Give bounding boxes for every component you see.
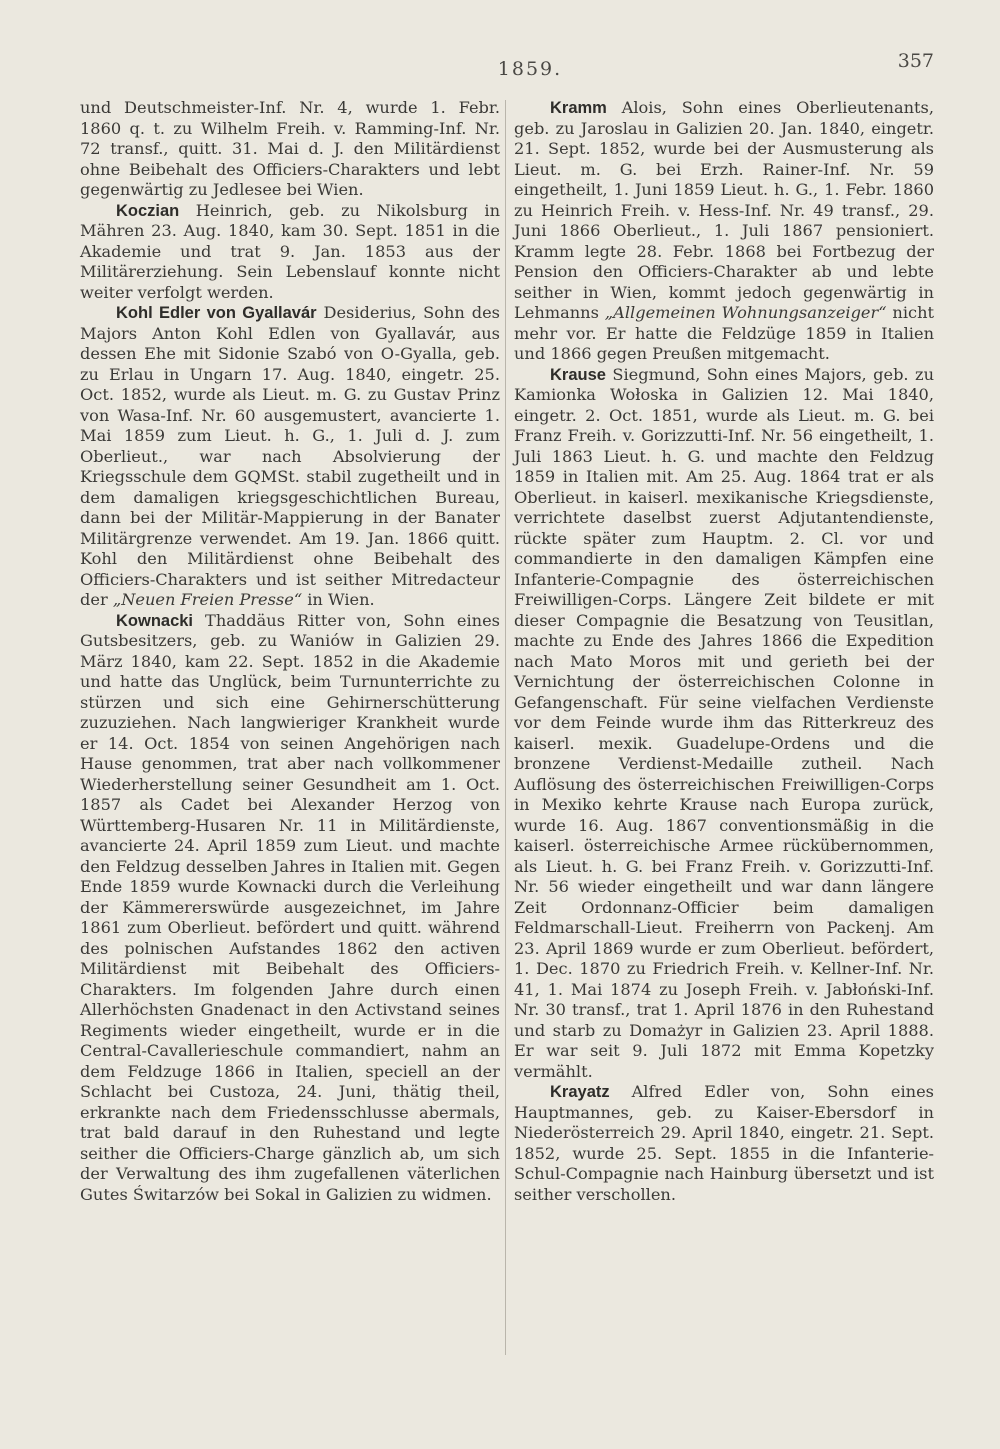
entry-text: Alfred Edler von, Sohn eines Hauptmannes, geb. zu Kaiser-Ebersdorf in Niederösterreich 29. April 1840, eingetr. 21. Sept. 1852, wurde 25. Sept. 1855 in die Infanterie-Schul-Compagnie nach Hainburg übersetzt und ist seither verschollen. [514, 1082, 934, 1204]
entry-name: Kramm [550, 99, 607, 117]
entry-paragraph [514, 98, 934, 365]
left-column [80, 98, 500, 1205]
entry-text: in Wien. [302, 590, 375, 609]
entry-paragraph [514, 365, 934, 1083]
page-year-header: 1859. [497, 58, 563, 80]
entry-text: Heinrich, geb. zu Nikolsburg in Mähren 23. Aug. 1840, kam 30. Sept. 1851 in die Akademie und trat 9. Jan. 1853 aus der Militärerziehung. Sein Lebenslauf konnte nicht weiter verfolgt werden. [80, 200, 500, 302]
entry-paragraph [80, 303, 500, 611]
entry-name: Krayatz [550, 1083, 610, 1101]
entry-name: Kohl Edler von Gyallavár [116, 304, 317, 322]
entry-text: Thaddäus Ritter von, Sohn eines Gutsbesitzers, geb. zu Waniów in Galizien 29. März 1840, kam 22. Sept. 1852 in die Akademie und hatte das Unglück, beim Turnunterrichte zu stürzen und sich eine Gehirnerschütterung zuzuziehen. Nach langwieriger Krankheit wurde er 14. Oct. 1854 von seinen Angehörigen nach Hause genommen, trat aber nach vollkommener Wiederherstellung seiner Gesundheit am 1. Oct. 1857 als Cadet bei Alexander Herzog von Württemberg-Husaren Nr. 11 in Militärdienste, avancierte 24. April 1859 zum Lieut. und machte den Feldzug desselben Jahres in Italien mit. Gegen Ende 1859 wurde Kownacki durch die Verleihung der Kämmererswürde ausgezeichnet, im Jahre 1861 zum Oberlieut. befördert und quitt. während des polnischen Aufstandes 1862 den activen Militärdienst mit Beibehalt des Officiers-Charakters. Im folgenden Jahre durch einen Allerhöchsten Gnadenact in den Activstand seines Regiments wieder eingetheilt, wurde er in die Central-Cavallerieschule commandiert, nahm an dem Feldzuge 1866 in Italien, speciell an der Schlacht bei Custoza, 24. Juni, thätig theil, erkrankte nach dem Friedensschlusse abermals, trat bald darauf in den Ruhestand und legte seither die Officiers-Charge gänzlich ab, um sich der Verwaltung des ihm zugefallenen väterlichen Gutes Świtarzów bei Sokal in Galizien zu widmen. [80, 610, 500, 1204]
entry-text: Desiderius, Sohn des Majors Anton Kohl Edlen von Gyallavár, aus dessen Ehe mit Sidonie Szabó von O-Gyalla, geb. zu Erlau in Ungarn 17. Aug. 1840, eingetr. 25. Oct. 1852, wurde als Lieut. m. G. zu Gustav Prinz von Wasa-Inf. Nr. 60 ausgemustert, avancierte 1. Mai 1859 zum Lieut. h. G., 1. Juli d. J. zum Oberlieut., war nach Absolvierung der Kriegsschule dem GQMSt. stabil zugetheilt und in dem damaligen kriegsgeschichtlichen Bureau, dann bei der Militär-Mappierung in der Banater Militärgrenze verwendet. Am 19. Jan. 1866 quitt. Kohl den Militärdienst ohne Beibehalt des Officiers-Charakters und ist seither Mitredacteur der [80, 303, 500, 609]
entry-italic-text: „Neuen Freien Presse“ [112, 590, 303, 609]
page-number: 357 [897, 50, 934, 72]
entry-name: Kownacki [116, 611, 194, 630]
right-column [514, 98, 934, 1205]
entry-text: nicht mehr vor. Er hatte die Feldzüge 1859 in Italien und 1866 gegen Preußen mitgemacht. [514, 303, 934, 363]
entry-name: Krause [550, 365, 606, 384]
column-divider [505, 100, 506, 1355]
entry-text: und Deutschmeister-Inf. Nr. 4, wurde 1. Febr. 1860 q. t. zu Wilhelm Freih. v. Ramming-Inf. Nr. 72 transf., quitt. 31. Mai d. J. den Militärdienst ohne Beibehalt des Officiers-Charakters und lebt gegenwärtig zu Jedlesee bei Wien. [80, 98, 500, 199]
entry-italic-text: „Allgemeinen Wohnungsanzeiger“ [604, 303, 887, 322]
entry-paragraph [514, 1082, 934, 1205]
entry-name: Koczian [116, 201, 180, 220]
entry-text: Alois, Sohn eines Oberlieutenants, geb. zu Jaroslau in Galizien 20. Jan. 1840, eingetr. 21. Sept. 1852, wurde bei der Ausmusterung als Lieut. m. G. bei Erzh. Rainer-Inf. Nr. 59 eingetheilt, 1. Juni 1859 Lieut. h. G., 1. Febr. 1860 zu Heinrich Freih. v. Hess-Inf. Nr. 49 transf., 29. Juni 1866 Oberlieut., 1. Juli 1867 pensioniert. Kramm legte 28. Febr. 1868 bei Fortbezug der Pension den Officiers-Charakter ab und lebte seither in Wien, kommt jedoch gegenwärtig in Lehmanns [514, 98, 934, 322]
entry-paragraph [80, 98, 500, 201]
entry-paragraph [80, 611, 500, 1206]
entry-paragraph [80, 201, 500, 304]
entry-text: Siegmund, Sohn eines Majors, geb. zu Kamionka Wołoska in Galizien 12. Mai 1840, eingetr. 2. Oct. 1851, wurde als Lieut. m. G. bei Franz Freih. v. Gorizzutti-Inf. Nr. 56 eingetheilt, 1. Juli 1863 Lieut. h. G. und machte den Feldzug 1859 in Italien mit. Am 25. Aug. 1864 trat er als Oberlieut. in kaiserl. mexikanische Kriegsdienste, verrichtete daselbst zuerst Adjutantendienste, rückte später zum Hauptm. 2. Cl. vor und commandierte in den damaligen Kämpfen eine Infanterie-Compagnie des österreichischen Freiwilligen-Corps. Längere Zeit bildete er mit dieser Compagnie die Besatzung von Teusitlan, machte zu Ende des Jahres 1866 die Expedition nach Mato Moros mit und gerieth bei der Vernichtung der österreichischen Colonne in Gefangenschaft. Für seine vielfachen Verdienste vor dem Feinde wurde ihm das Ritterkreuz des kaiserl. mexik. Guadelupe-Ordens und die bronzene Verdienst-Medaille zutheil. Nach Auflösung des österreichischen Freiwilligen-Corps in Mexiko kehrte Krause nach Europa zurück, wurde 16. Aug. 1867 conventionsmäßig in die kaiserl. österreichische Armee rückübernommen, als Lieut. h. G. bei Franz Freih. v. Gorizzutti-Inf. Nr. 56 wieder eingetheilt und war dann längere Zeit Ordonnanz-Officier beim damaligen Feldmarschall-Lieut. Freiherrn von Packenj. Am 23. April 1869 wurde er zum Oberlieut. befördert, 1. Dec. 1870 zu Friedrich Freih. v. Kellner-Inf. Nr. 41, 1. Mai 1874 zu Joseph Freih. v. Jabłoński-Inf. Nr. 30 transf., trat 1. April 1876 in den Ruhestand und starb zu Domażyr in Galizien 23. April 1888. Er war seit 9. Juli 1872 mit Emma Kopetzky vermählt. [514, 364, 934, 1081]
